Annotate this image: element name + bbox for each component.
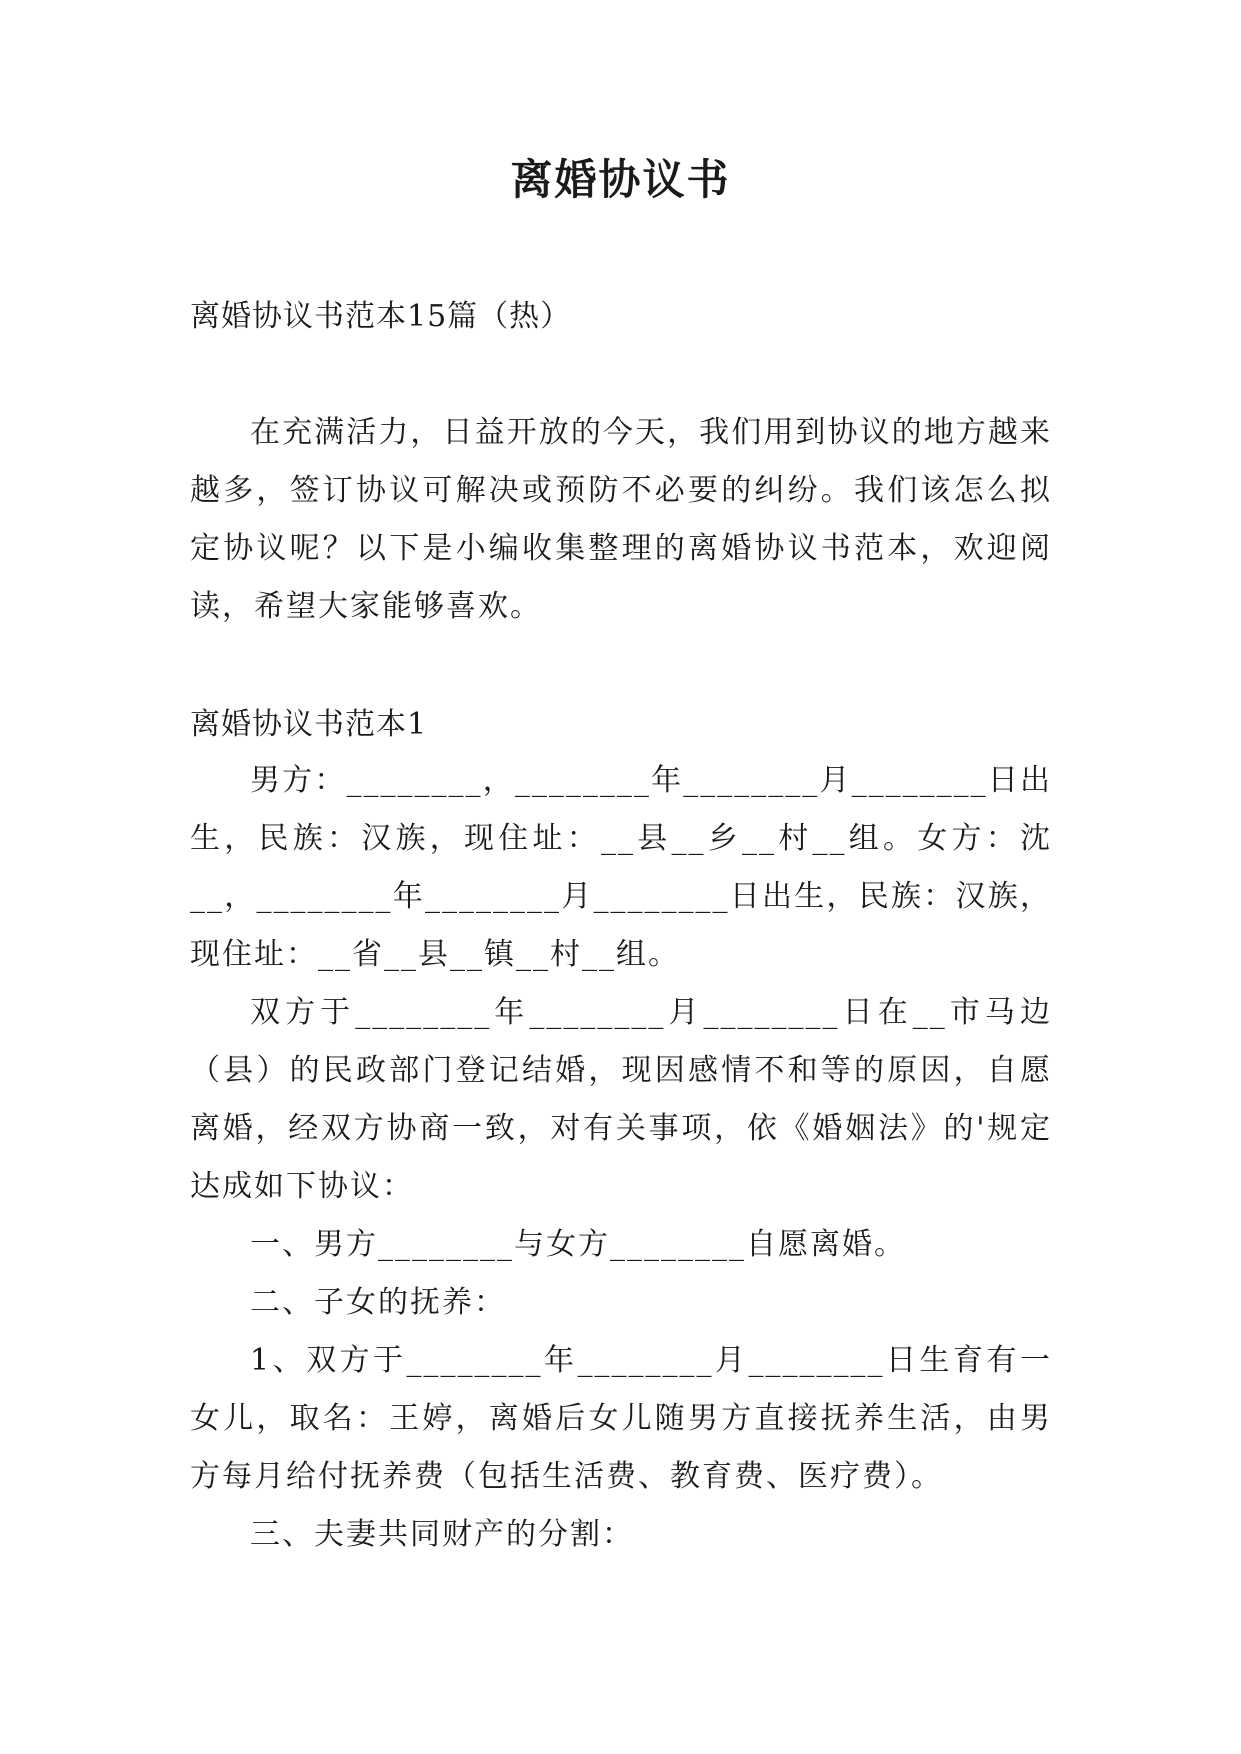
agreement-content: [190, 752, 1052, 1564]
party-info-paragraph: 男方：________，________年________月________日出生，民族：汉族，现住址：__县__乡__村__组。女方：沈__，________年________月________日出生，民族：汉族，现住址：__省__县__镇__村__组。: [190, 763, 1052, 972]
document-subtitle: 离婚协议书范本15篇（热）: [190, 299, 572, 334]
intro-block: [190, 404, 1052, 636]
clause-divorce: 一、男方________与女方________自愿离婚。: [250, 1227, 906, 1262]
marriage-registration-paragraph: 双方于________年________月________日在__市马边（县）的民政部门登记结婚，现因感情不和等的原因，自愿离婚，经双方协商一致，对有关事项，依《婚姻法》的'规定达成如下协议：: [190, 995, 1052, 1204]
intro-paragraph: 在充满活力，日益开放的今天，我们用到协议的地方越来越多，签订协议可解决或预防不必要的纠纷。我们该怎么拟定协议呢？以下是小编收集整理的离婚协议书范本，欢迎阅读，希望大家能够喜欢。: [190, 415, 1052, 624]
clause-child-custody-heading: 二、子女的抚养：: [250, 1285, 506, 1320]
document-title: 离婚协议书: [510, 155, 731, 204]
clause-child-custody-detail: 1、双方于________年________月________日生育有一女儿，取名：王婷，离婚后女儿随男方直接抚养生活，由男方每月给付抚养费（包括生活费、教育费、医疗费）。: [190, 1343, 1052, 1494]
section-heading: 离婚协议书范本1: [190, 707, 428, 742]
clause-property-heading: 三、夫妻共同财产的分割：: [250, 1517, 634, 1552]
